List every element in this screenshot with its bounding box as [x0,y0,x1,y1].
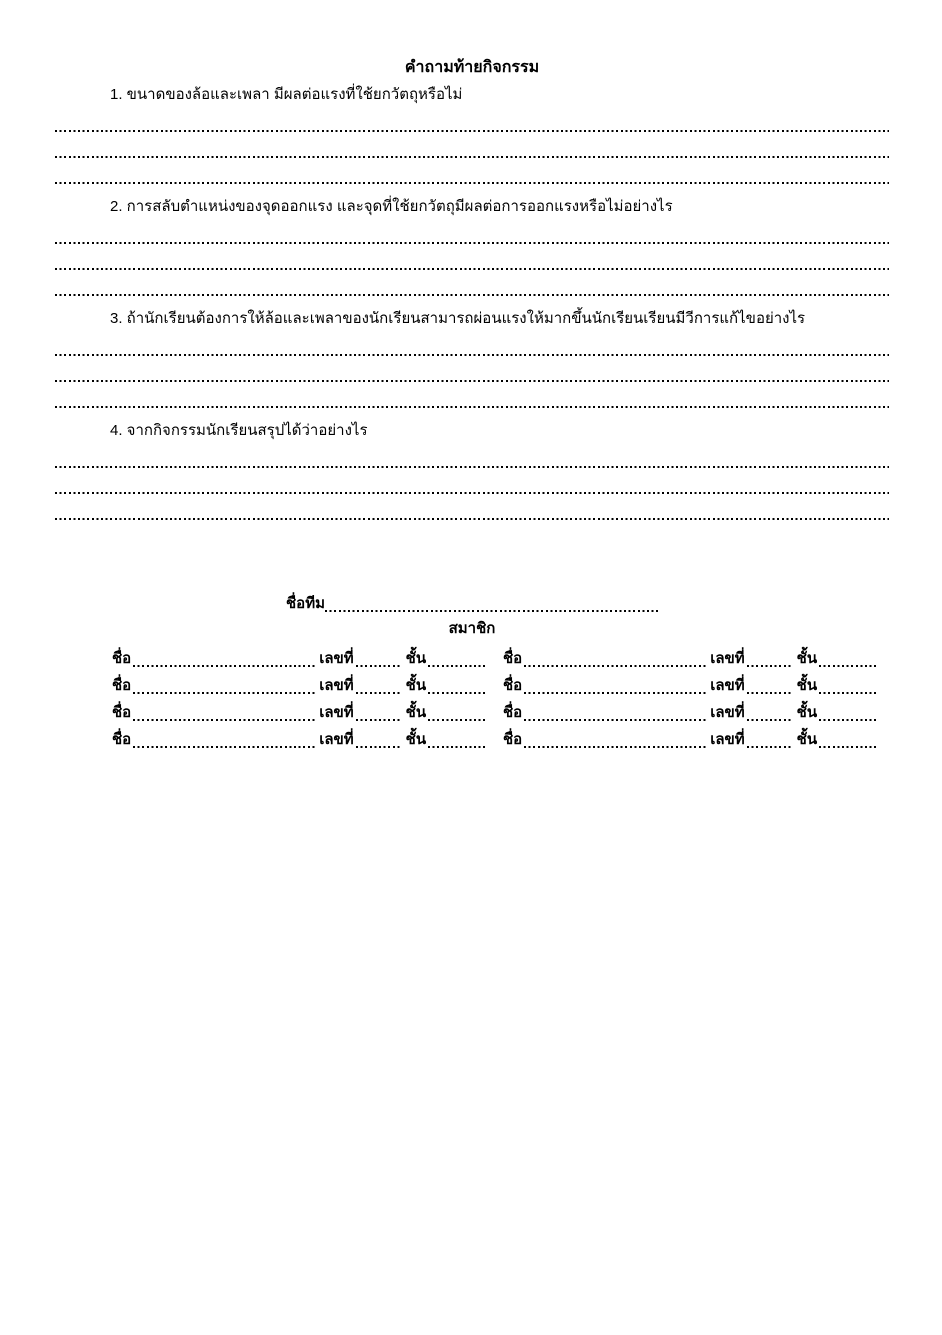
dotted-answer-line [55,492,889,494]
member-class-label: ชั้น [796,731,818,748]
team-name-label: ชื่อทีม [286,595,325,612]
member-name-dotted-line [524,665,706,667]
member-name-label: ชื่อ [112,731,132,748]
member-name-label: ชื่อ [503,731,523,748]
dotted-answer-line [55,268,889,270]
answer-line [55,330,889,356]
question-block-3 [55,308,889,408]
answer-line [55,218,889,244]
member-name-dotted-line [524,719,706,721]
page-title: คำถามท้ายกิจกรรม [404,59,540,76]
dotted-answer-line [55,182,889,184]
member-class-dotted-line [819,692,878,694]
question-block-2 [55,196,889,296]
dotted-answer-line [55,380,889,382]
member-number-dotted-line [747,719,793,721]
member-number-label: เลขที่ [710,650,745,667]
member-row [112,698,878,725]
member-class-label: ชั้น [405,650,427,667]
answer-line [55,356,889,382]
dotted-answer-line [55,156,889,158]
member-name-dotted-line [524,692,706,694]
member-class-label: ชั้น [405,704,427,721]
member-number-label: เลขที่ [710,704,745,721]
member-name-dotted-line [133,719,315,721]
answer-line [55,442,889,468]
dotted-answer-line [55,130,889,132]
member-name-label: ชื่อ [112,677,132,694]
member-entry [112,725,487,752]
question-text-4: 4. จากกิจกรรมนักเรียนสรุปได้ว่าอย่างไร [110,422,368,439]
member-class-label: ชั้น [405,677,427,694]
member-class-dotted-line [428,719,487,721]
member-name-label: ชื่อ [503,704,523,721]
member-row [112,671,878,698]
member-name-label: ชื่อ [112,650,132,667]
member-number-label: เลขที่ [319,704,354,721]
member-class-label: ชั้น [796,677,818,694]
member-name-dotted-line [133,746,315,748]
team-name-dotted-line [325,610,658,612]
member-number-dotted-line [356,665,402,667]
answer-line [55,106,889,132]
member-name-dotted-line [524,746,706,748]
member-entry [112,671,487,698]
question-block-1 [55,84,889,184]
member-class-dotted-line [428,665,487,667]
member-entry [503,725,878,752]
member-class-label: ชั้น [796,650,818,667]
member-entry [503,671,878,698]
dotted-answer-line [55,466,889,468]
member-class-dotted-line [819,665,878,667]
member-class-dotted-line [819,746,878,748]
dotted-answer-line [55,242,889,244]
question-text-3: 3. ถ้านักเรียนต้องการให้ล้อและเพลาของนักเรียนสามารถผ่อนแรงให้มากขึ้นนักเรียนเรียนมีวีการแก้ไขอย่างไร [110,310,806,327]
member-class-dotted-line [819,719,878,721]
member-number-label: เลขที่ [710,677,745,694]
dotted-answer-line [55,354,889,356]
member-name-label: ชื่อ [503,677,523,694]
member-number-dotted-line [747,692,793,694]
member-number-dotted-line [356,746,402,748]
member-number-dotted-line [747,746,793,748]
member-number-dotted-line [356,692,402,694]
member-class-label: ชั้น [405,731,427,748]
member-name-dotted-line [133,665,315,667]
member-entry [503,644,878,671]
dotted-answer-line [55,406,889,408]
dotted-answer-line [55,294,889,296]
member-class-label: ชั้น [796,704,818,721]
member-name-label: ชื่อ [503,650,523,667]
question-text-2: 2. การสลับตำแหน่งของจุดออกแรง และจุดที่ใช้ยกวัตถุมีผลต่อการออกแรงหรือไม่อย่างไร [110,198,673,215]
member-row [112,644,878,671]
member-name-dotted-line [133,692,315,694]
answer-line [55,382,889,408]
answer-line [55,244,889,270]
question-block-4 [55,420,889,520]
answer-line [55,494,889,520]
member-class-dotted-line [428,692,487,694]
question-text-1: 1. ขนาดของล้อและเพลา มีผลต่อแรงที่ใช้ยกวัตถุหรือไม่ [110,86,463,103]
dotted-answer-line [55,518,889,520]
member-entry [503,698,878,725]
member-class-dotted-line [428,746,487,748]
member-row [112,725,878,752]
member-number-label: เลขที่ [319,677,354,694]
answer-line [55,270,889,296]
answer-line [55,468,889,494]
member-number-label: เลขที่ [319,650,354,667]
member-number-label: เลขที่ [710,731,745,748]
member-entry [112,644,487,671]
member-name-label: ชื่อ [112,704,132,721]
member-entry [112,698,487,725]
team-name-row [286,593,658,615]
member-number-label: เลขที่ [319,731,354,748]
members-grid [112,644,878,752]
member-number-dotted-line [356,719,402,721]
answer-line [55,158,889,184]
members-heading: สมาชิก [448,620,496,637]
member-number-dotted-line [747,665,793,667]
answer-line [55,132,889,158]
